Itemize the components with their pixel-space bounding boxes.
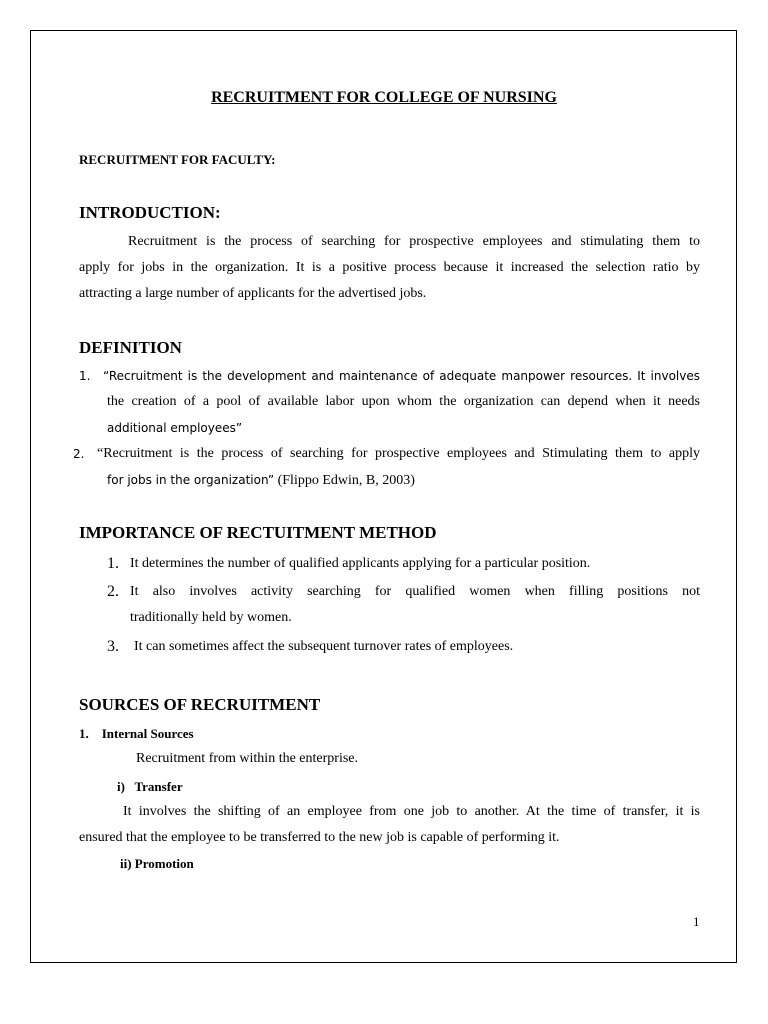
importance-item-2-number: 2. [107,583,119,600]
document-title: RECRUITMENT FOR COLLEGE OF NURSING [211,89,557,106]
section-subtitle: RECRUITMENT FOR FACULTY: [79,152,276,167]
intro-line-2: apply for jobs in the organization. It is a positive process because it increased the selection ratio by [79,260,700,275]
transfer-line-1: It involves the shifting of an employee from one job to another. At the time of transfer, it is [123,804,700,819]
definition-item-1-line-3: additional employees” [107,421,243,435]
importance-item-3-number: 3. [107,638,119,655]
page-number: 1 [693,914,700,929]
definition-item-1-line-1: “Recruitment is the development and maintenance of adequate manpower resources. It involves [103,369,700,383]
definition-heading: DEFINITION [79,338,182,357]
sources-heading: SOURCES OF RECRUITMENT [79,695,321,714]
intro-line-3: attracting a large number of applicants for the advertised jobs. [79,286,427,301]
importance-item-2-line-2: traditionally held by women. [130,610,292,625]
internal-sources-label: 1. Internal Sources [79,726,194,741]
transfer-line-2: ensured that the employee to be transferred to the new job is capable of performing it. [79,830,560,845]
importance-item-1-number: 1. [107,555,119,572]
definition-item-1-number: 1. [79,369,91,383]
importance-heading: IMPORTANCE OF RECTUITMENT METHOD [79,523,437,542]
promotion-label: ii) Promotion [120,856,194,871]
definition-item-1-line-2: the creation of a pool of available labor upon whom the organization can depend when it needs [107,394,700,409]
intro-line-1: Recruitment is the process of searching for prospective employees and stimulating them to [128,234,700,249]
definition-item-2-line-1: “Recruitment is the process of searching for prospective employees and Stimulating them to apply [97,446,700,461]
importance-item-1-text: It determines the number of qualified applicants applying for a particular position. [130,556,591,571]
definition-item-2-number: 2. [73,447,85,461]
intro-heading: INTRODUCTION: [79,203,221,222]
definition-item-2-line-2: for jobs in the organization” (Flippo Edwin, B, 2003) [107,473,415,488]
importance-item-2-line-1: It also involves activity searching for qualified women when filling positions not [130,584,700,599]
transfer-label: i) Transfer [117,779,183,794]
internal-sources-description: Recruitment from within the enterprise. [136,751,358,766]
importance-item-3-text: It can sometimes affect the subsequent turnover rates of employees. [134,639,514,654]
